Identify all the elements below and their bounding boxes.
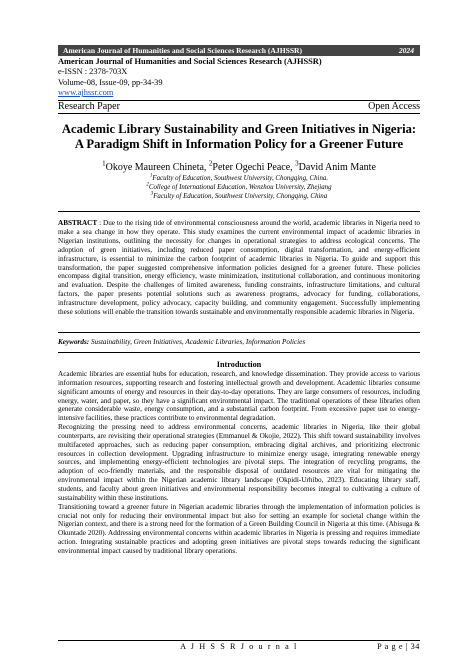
title-line-2: A Paradigm Shift in Information Policy for a Greener Future — [74, 137, 404, 151]
affiliation-3-number: 3 — [150, 191, 154, 197]
page-footer — [58, 641, 420, 653]
author-3-number: 3 — [295, 159, 299, 168]
paper-title — [58, 122, 420, 152]
intro-paragraph-1: Academic libraries are essential hubs for education, research, and knowledge dissemination. They provide access to various information resources, supporting research and fostering intellectual growth and development. Academic libraries consume significant amounts of energy and resources in their day-to-day operations. They are large consumers of resources, including energy, water, and paper, so they have a significant environmental impact. The traditional operations of these libraries often generate considerable waste, energy consumption, and a substantial carbon footprint. From excessive paper use to energy-intensive facilities, these practices contribute to environmental degradation. — [58, 370, 420, 423]
abstract-label: ABSTRACT — [58, 219, 98, 227]
page-number: P a g e | 34 — [377, 642, 420, 651]
journal-name: American Journal of Humanities and Social Sciences Research (AJHSSR) — [58, 57, 322, 66]
keywords-rule — [58, 352, 420, 353]
section-heading-introduction: Introduction — [216, 360, 262, 369]
banner-journal-title: American Journal of Humanities and Social Sciences Research (AJHSSR) — [63, 46, 303, 55]
journal-meta — [58, 57, 420, 99]
banner-year: 2024 — [398, 46, 414, 55]
author-3-name: David Anim Mante — [298, 162, 376, 173]
affiliation-3 — [58, 193, 420, 202]
introduction-body — [58, 370, 420, 556]
intro-paragraph-3: Transitioning toward a greener future in Nigerian academic libraries through the implementation of information policies is crucial not only for reducing their environmental impact but also for setting an example for societal change within the Nigerian context, and there is a strong need for the formation of a Green Building Council in Nigeria at this time. (Abisuga & Okuntade 2020). Addressing environmental concerns within academic libraries in Nigeria is pressing and requires immediate action. Integrating sustainable practices and adopting green initiatives are pivotal steps towards reducing the significant environmental impact caused by traditional library operations. — [58, 502, 420, 555]
paper-type-bar — [58, 101, 420, 113]
author-2-name: Peter Ogechi Peace, — [212, 162, 296, 173]
volume-info: Volume-08, Issue-09, pp-34-39 — [58, 77, 163, 87]
author-1-name: Okoye Maureen Chineta, — [105, 162, 209, 173]
intro-paragraph-2: Recognizing the pressing need to address environmental concerns, academic libraries in Nigeria, like their global counterparts, are revisiting their operational strategies (Emmanuel & Okojie, 2022). This shift toward sustainability involves multifaceted approaches, such as reducing paper consumption, embracing digital archives, and prioritizing electronic resources in collection development. Upgrading infrastructure to minimize energy usage, integrating renewable energy sources, and implementing energy-efficient technologies are pivotal steps. The integration of recycling programs, the adoption of eco-friendly materials, and the responsible disposal of outdated resources are vital for mitigating the environmental impact within the Nigerian academic library landscape (Okpidi-Urhibo, 2023). Educating library staff, students, and faculty about green initiatives and environmental responsibility becomes integral to cultivating a culture of sustainability within these institutions. — [58, 423, 420, 502]
journal-banner — [58, 45, 420, 56]
abstract-text: : Due to the rising tide of environmental consciousness around the world, academic libraries in Nigeria need to make a sea change in how they operate. This study examines the current environmental impact of academic libraries in Nigerian institutions, outlining the necessity for changes in operational strategies to address ecological concerns. The adoption of green initiatives, including reduced paper consumption, digital transformation, and energy-efficient infrastructure, is essential to minimize the carbon footprint of academic libraries in Nigeria. To guide and support this transformation, the paper suggested comprehensive information policies designed for a greener future. These policies encompass digital transition, energy efficiency, waste minimization, institutional collaboration, and continuous monitoring and evaluation. Despite the challenges of limited awareness, funding constraints, infrastructure limitations, and cultural factors, the paper presents potential solutions such as awareness programs, advocacy for funding, collaborations, infrastructure development, policy advocacy, capacity building, and community engagement. Successfully implementing these solutions will enable the transition towards sustainable and environmentally responsible academic libraries in Nigeria. — [58, 219, 420, 317]
affiliation-2-number: 2 — [146, 182, 149, 188]
author-list — [58, 159, 420, 174]
header-rule-bottom — [58, 113, 420, 114]
affiliation-1-number: 1 — [149, 173, 153, 179]
affiliation-2 — [58, 184, 420, 193]
eissn: e-ISSN : 2378-703X — [58, 67, 128, 77]
keywords-label: Keywords: — [58, 338, 90, 346]
keywords — [58, 338, 420, 347]
abstract-rule-bottom — [58, 332, 420, 333]
keywords-text: Sustainability, Green Initiatives, Academic Libraries, Information Policies — [90, 338, 306, 346]
website-link[interactable]: www.ajhssr.com — [58, 88, 114, 98]
affiliation-1-text: Faculty of Education, Southwest University, Chongqing, China. — [152, 175, 329, 182]
affiliation-3-text: Faculty of Education, Southwest University, Chongqing, China — [153, 193, 328, 200]
footer-journal: A J H S S R J o u r n a l — [180, 642, 298, 651]
affiliation-2-text: College of International Education, Wenzhou University, Zhejiang — [148, 184, 332, 191]
access-type: Open Access — [368, 101, 420, 112]
abstract-rule-top — [58, 211, 420, 212]
author-1-number: 1 — [102, 159, 106, 168]
abstract — [58, 219, 420, 317]
paper-type: Research Paper — [58, 101, 120, 112]
author-2-number: 2 — [208, 159, 213, 168]
title-line-1: Academic Library Sustainability and Green Initiatives in Nigeria: — [61, 122, 417, 136]
affiliation-1 — [58, 175, 420, 184]
